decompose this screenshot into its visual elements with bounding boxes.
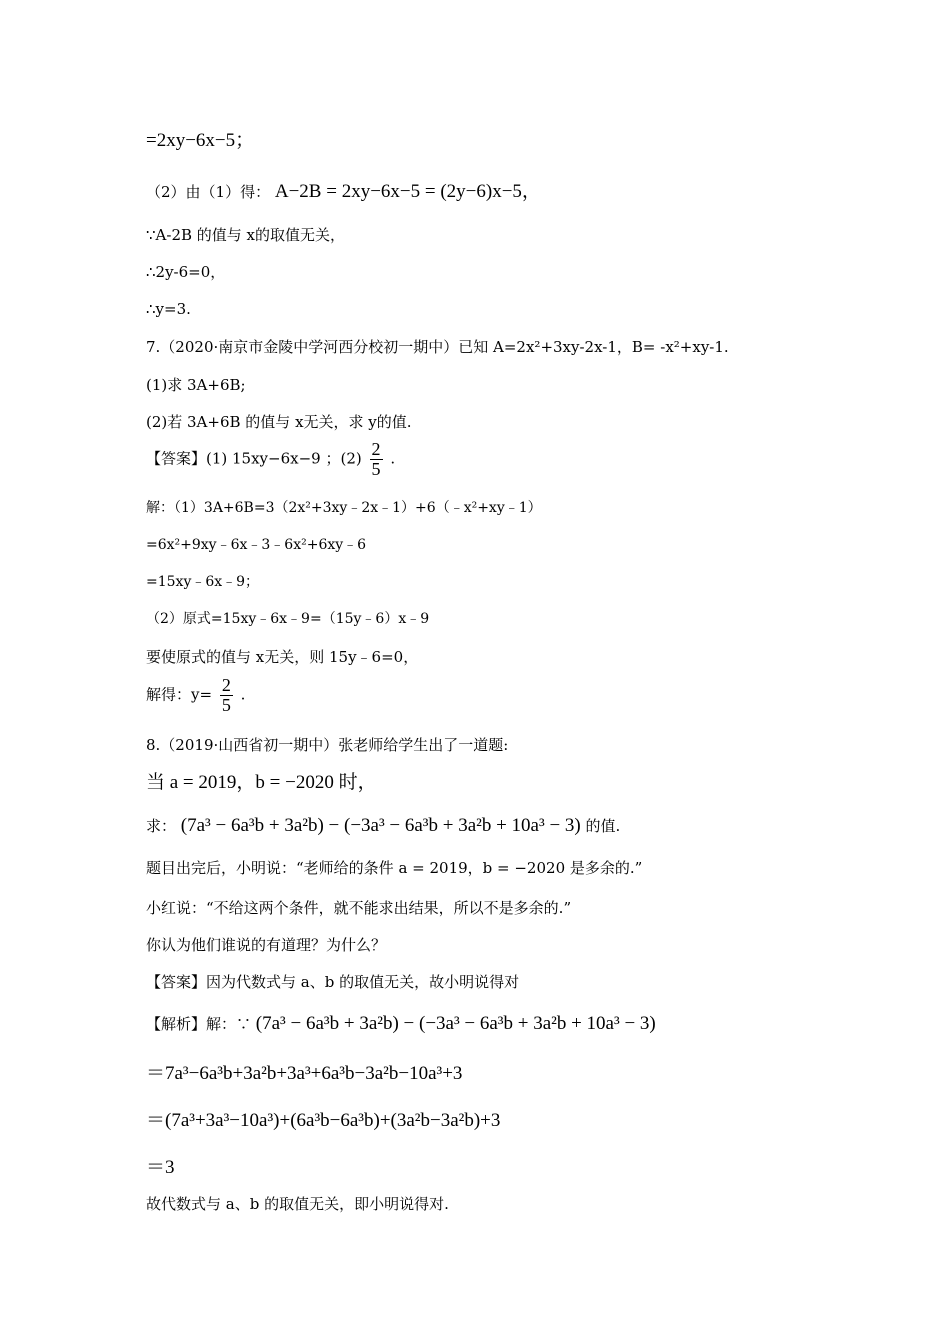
question-8-step-2: ＝(7a³+3a³−10a³)+(6a³b−6a³b)+(3a²b−3a²b)+3 [146,1110,501,1131]
question-8-xiaohong: 小红说：“不给这两个条件，就不能求出结果，所以不是多余的.” [146,899,572,917]
question-7-solution-2: =6x²+9xy﹣6x﹣3﹣6x²+6xy﹣6 [146,537,367,553]
fraction-numerator: 2 [221,675,231,695]
question-7-part-2: (2)若 3A+6B 的值与 x无关，求 y的值. [146,413,412,431]
step-line-1: =2xy−6x−5； [146,130,255,151]
solution-6-suffix: . [240,685,246,704]
step-line-3: ∵A-2B 的值与 x的取值无关， [146,226,346,244]
question-8-analysis [146,1013,656,1036]
question-8-condition: 当 a = 2019，b = −2020 时， [146,772,377,793]
task-expression: (7a³ − 6a³b + 3a²b) − (−3a³ − 6a³b + 3a²b + 10a³ − 3) [180,815,581,836]
solution-6-prefix: 解得：y= [146,685,213,704]
task-suffix: 的值. [585,817,621,835]
question-8-title: 8.（2019·山西省初一期中）张老师给学生出了一道题: [146,736,509,754]
analysis-expression: (7a³ − 6a³b + 3a²b) − (−3a³ − 6a³b + 3a²b + 10a³ − 3) [255,1013,656,1034]
question-7-solution-3: =15xy﹣6x﹣9； [146,574,260,590]
fraction-denominator: 5 [221,694,231,715]
question-7-solution-5: 要使原式的值与 x无关，则 15y﹣6=0， [146,648,419,666]
step-line-2 [146,181,541,204]
question-8-answer: 【答案】因为代数式与 a、b 的取值无关，故小明说得对 [146,973,520,991]
question-7-solution-4: （2）原式=15xy﹣6x﹣9=（15y﹣6）x﹣9 [146,611,430,627]
step-2-prefix: （2）由（1）得： [146,183,271,201]
question-7-solution-1: 解：（1）3A+6B=3（2x²+3xy﹣2x﹣1）+6（﹣x²+xy﹣1） [146,500,542,516]
step-2-math: A−2B = 2xy−6x−5 = (2y−6)x−5， [274,181,541,202]
step-line-4: ∴2y-6=0， [146,263,226,281]
answer-prefix: 【答案】(1) 15xy−6x−9 ；(2) [146,449,362,468]
step-line-5: ∴y=3. [146,300,191,318]
fraction-two-fifths [220,676,233,715]
question-8-task [146,815,620,838]
question-8-step-1: ＝7a³−6a³b+3a²b+3a³+6a³b−3a²b−10a³+3 [146,1063,463,1084]
question-8-step-3: ＝3 [146,1157,175,1178]
question-7-title: 7.（2020·南京市金陵中学河西分校初一期中）已知 A=2x²+3xy-2x-1，B= -x²+xy-1. [146,338,729,356]
question-8-xiaoming: 题目出完后，小明说：“老师给的条件 a = 2019，b = −2020 是多余的.” [146,859,643,877]
question-8-prompt: 你认为他们谁说的有道理？为什么？ [146,936,387,954]
question-7-part-1: (1)求 3A+6B; [146,376,246,394]
analysis-prefix: 【解析】解：∵ [146,1015,252,1033]
fraction-two-fifths [370,440,383,479]
question-7-answer [146,440,395,479]
answer-suffix: . [390,449,396,468]
fraction-denominator: 5 [371,458,381,479]
question-7-solution-6 [146,676,245,715]
fraction-numerator: 2 [371,439,381,459]
question-8-conclusion: 故代数式与 a、b 的取值无关，即小明说得对. [146,1195,449,1213]
task-prefix: 求： [146,817,177,835]
